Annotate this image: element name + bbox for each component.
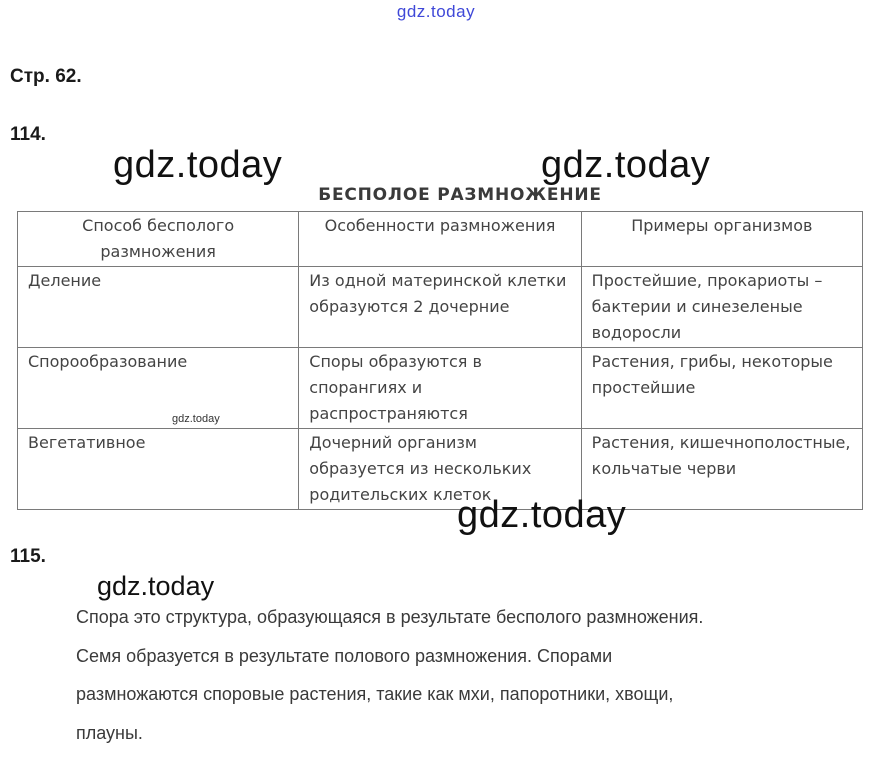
- watermark-before-answer: gdz.today: [97, 571, 215, 601]
- table-cell: Спорообразование: [18, 348, 299, 429]
- answer-line: Семя образуется в результате полового размножения. Спорами: [76, 645, 613, 666]
- watermark-big-right: gdz.today: [541, 144, 711, 186]
- table-cell: Деление: [18, 267, 299, 348]
- task-115-number: 115.: [10, 546, 46, 567]
- table-cell: Вегетативное: [18, 429, 299, 510]
- answer-115: [76, 598, 866, 752]
- table-cell: Споры образуются в спорангиях и распространяются: [299, 348, 581, 429]
- table-cell: Простейшие, прокариоты – бактерии и синезеленые водоросли: [581, 267, 862, 348]
- reproduction-table: [17, 211, 863, 510]
- table-cell: Из одной материнской клетки образуются 2 дочерние: [299, 267, 581, 348]
- answer-line: размножаются споровые растения, такие как мхи, папоротники, хвощи,: [76, 684, 674, 704]
- table-cell: Растения, грибы, некоторые простейшие: [581, 348, 862, 429]
- watermark-big-left: gdz.today: [113, 144, 283, 186]
- table-title: БЕСПОЛОЕ РАЗМНОЖЕНИЕ: [318, 185, 602, 205]
- header-examples: Примеры организмов: [581, 212, 862, 267]
- watermark-top: gdz.today: [396, 2, 476, 21]
- watermark-below-table: gdz.today: [457, 494, 627, 536]
- header-features: Особенности размножения: [299, 212, 581, 267]
- table-row: [18, 348, 863, 429]
- task-114-number: 114.: [10, 124, 46, 145]
- table-row: [18, 267, 863, 348]
- table-header-row: [18, 212, 863, 267]
- watermark-small: gdz.today: [172, 413, 220, 425]
- header-method: Способ бесполого размножения: [18, 212, 299, 267]
- answer-line: Спора это структура, образующаяся в результате бесполого размножения.: [76, 607, 704, 627]
- table-cell: Растения, кишечнополостные, кольчатые черви: [581, 429, 862, 510]
- page-label: Стр. 62.: [10, 66, 82, 87]
- table-cell: Дочерний организм образуется из нескольких родительских клеток: [299, 429, 581, 510]
- answer-line: плауны.: [76, 722, 143, 743]
- table-row: [18, 429, 863, 510]
